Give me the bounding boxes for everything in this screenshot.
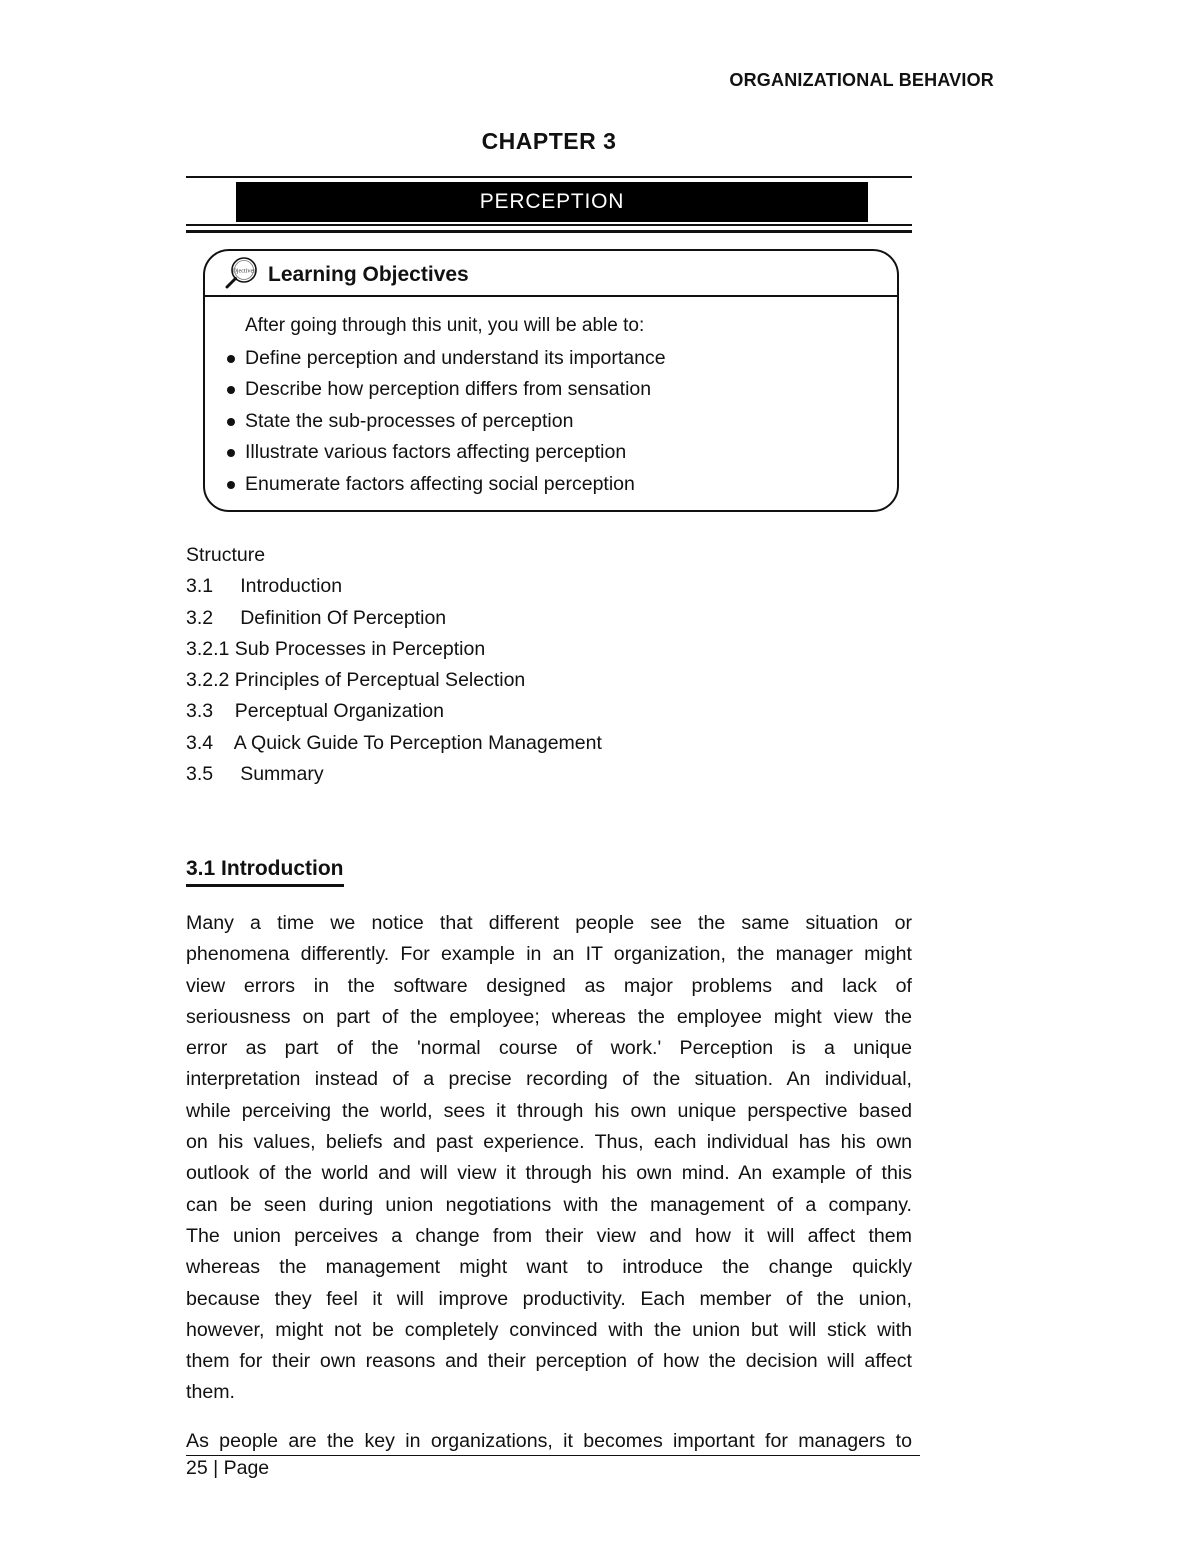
running-header: ORGANIZATIONAL BEHAVIOR (729, 70, 994, 90)
paragraph-line: seriousness on part of the employee; whereas the employee might view the (186, 1005, 912, 1028)
objectives-intro: After going through this unit, you will be able to: (245, 315, 645, 336)
paragraph-line: them. (186, 1381, 236, 1404)
paragraph-line: because they feel it will improve productivity. Each member of the union, (186, 1287, 912, 1310)
structure-item: 3.2.1 Sub Processes in Perception (186, 637, 486, 660)
chapter-structure (186, 540, 602, 790)
paragraph-line: interpretation instead of a precise recording of the situation. An individual, (186, 1068, 912, 1091)
objectives-list (245, 343, 666, 500)
objectives-title: Learning Objectives (268, 263, 469, 286)
bullet-icon (227, 418, 235, 426)
paragraph-line: however, might not be completely convinced with the union but will stick with (186, 1318, 912, 1341)
objective-item: Enumerate factors affecting social perception (245, 469, 666, 500)
structure-item: 3.2 Definition Of Perception (186, 606, 447, 629)
objective-item: Define perception and understand its importance (245, 343, 666, 374)
badge-text: Ojectives (232, 267, 256, 275)
paragraph-line: The union perceives a change from their view and how it will affect them (186, 1224, 912, 1247)
structure-item: 3.2.2 Principles of Perceptual Selection (186, 669, 526, 692)
bullet-icon (227, 386, 235, 394)
objective-item: Illustrate various factors affecting perception (245, 437, 666, 468)
banner-rule-top (186, 176, 912, 178)
banner-rule-bottom (186, 224, 912, 226)
bullet-icon (227, 355, 235, 363)
introduction-paragraph (186, 908, 912, 1409)
paragraph-line: Many a time we notice that different people see the same situation or (186, 912, 912, 934)
paragraph-line: them for their own reasons and their perception of how the decision will affect (186, 1350, 912, 1373)
structure-item: 3.1 Introduction (186, 575, 343, 598)
structure-item: 3.4 A Quick Guide To Perception Management (186, 731, 602, 754)
learning-objectives-box (203, 249, 899, 512)
paragraph-line: on his values, beliefs and past experience. Thus, each individual has his own (186, 1131, 912, 1154)
bullet-icon (227, 449, 235, 457)
structure-item: 3.5 Summary (186, 763, 324, 786)
banner-rule-bottom-thick (186, 230, 912, 233)
bullet-icon (227, 481, 235, 489)
paragraph-line: outlook of the world and will view it through his own mind. An example of this (186, 1162, 912, 1185)
paragraph-line: whereas the management might want to introduce the change quickly (186, 1256, 912, 1279)
next-paragraph-line: As people are the key in organizations, it becomes important for managers to (186, 1430, 912, 1452)
objectives-header (205, 251, 897, 297)
footer-rule (186, 1455, 920, 1456)
chapter-banner-title: PERCEPTION (236, 182, 868, 222)
paragraph-line: view errors in the software designed as major problems and lack of (186, 974, 912, 997)
objective-item: State the sub-processes of perception (245, 406, 666, 437)
paragraph-line: phenomena differently. For example in an IT organization, the manager might (186, 943, 912, 966)
magnifier-objectives-icon (225, 256, 259, 290)
structure-label: Structure (186, 544, 266, 566)
section-heading: 3.1 Introduction (186, 857, 344, 887)
chapter-banner (186, 176, 912, 234)
paragraph-line: can be seen during union negotiations with the management of a company. (186, 1193, 912, 1216)
page-number: 25 | Page (186, 1457, 270, 1479)
chapter-title: CHAPTER 3 (481, 128, 617, 154)
paragraph-line: while perceiving the world, sees it through his own unique perspective based (186, 1099, 912, 1122)
objective-item: Describe how perception differs from sensation (245, 374, 666, 405)
paragraph-line: error as part of the 'normal course of work.' Perception is a unique (186, 1037, 912, 1060)
structure-item: 3.3 Perceptual Organization (186, 700, 444, 723)
